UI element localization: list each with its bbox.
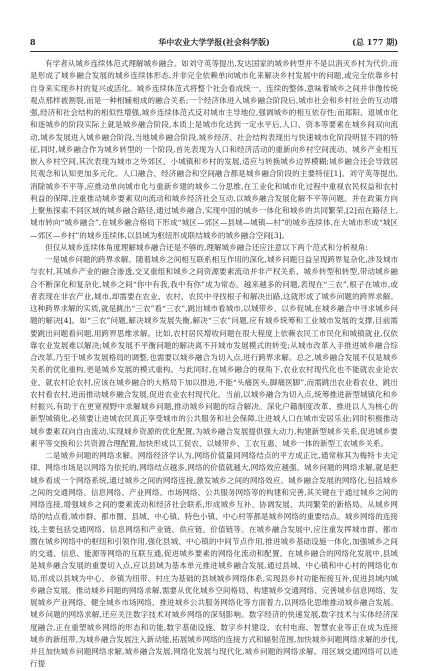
paragraph: 一是城乡问题的跨界求解。随着城乡之间相互联系相互作用的深化,城乡问题日益呈现跨界复杂化,涉及城市与农村,其城乡产业的融合渗透,交叉重组和城乡之间资源要素流动并非产权关系、城乡转型和转型,带动城乡融合不断深化和复杂化,城乡之间“你中有我,我中有你”成为常态。越来越多的问题,表现在“三农”,根子在城市,或者表现在非农产业,城市,却需要在农业、农村、农民中寻找根子和解决出路,这就形成了城乡问题的跨界求解。这种跨界求解的实质,就是跳出“三农”看“三农”,跳出城市看城市,以城带乡、以乡促城,在城乡融合中寻求城乡问题的解决[4]。如“三农”问题,解决城乡发展失衡,解决“三农”问题,应有城乡统筹和工业城市发展的支撑,目前需要跳出问题看问题,用跨界思维求解。比如,农村居民增收问题在很大程度上依赖农民工市民化和城镇就业,仅依靠农业发展难以解决;城乡发展不平衡问题的解决离不开城市发展模式的转变;从城市改革入手推进城乡融合综合改革,乃至于城乡发展格局的调整,也需要以城乡融合为切入点,进行跨界求解。总之,城乡融合发展不仅是城乡关系的优化重构,更是城乡发展的模式重构。与此同时,在城乡融合的视角下,农业农村现代化也不能就农业论农业、就农村论农村,应该在城乡融合的大格局下加以推进,不能“头痛医头,脚痛医脚”,而需跳出农业看农业、跳出农村看农村,进而推动城乡融合发展,促进农业农村现代化。当前,以城乡融合为切入点,统筹推进新型城镇化和乡村振兴,有助于在更宽视野中求解城乡问题,推动城乡问题的综合解决。深化户籍制度改革、推进以人为核心的新型城镇化,必须要让进城农民真正享受城市的公共服务和社会保障,让进城人口在城市安居乐业;同时积极推动城乡要素双向自由流动,实现城乡资源的优化配置,为城乡融合发展提供强大动力,构建新型城乡关系,促进城乡要素平等交换和公共资源合理配置,加快形成以工促农、以城带乡、工农互惠、城乡一体的新型工农城乡关系。 xyxy=(30,255,399,448)
article-body xyxy=(30,58,399,669)
journal-title: 华中农业大学学报(社会科学版) xyxy=(158,37,270,47)
issue-number: (总 177 期) xyxy=(352,37,398,47)
paragraph: 有学者从城乡连续体范式理解城乡融合。如刘守英等提出,发达国家的城乡转型并不是以消灭乡村为代价,而是形成了城乡融合发展的城乡连续体形态,并非完全依赖单向城市化来解决乡村发展中的问题,或完全依靠乡村自身来实现乡村的复兴或活化。城乡连续体范式将整个社会看成统一、连续的整体,意味着城乡之间并非像传统观点那样被割裂,而是一种相辅相成的融合关系;一个经济体进入城乡融合阶段后,城市社会和乡村社会的互动增强,经济和社会结构的相似性增强,城乡连续体范式反对城市主导地位,强调城乡的相互依存性;而郑阳、退城市化和逐城乡的阶段实际上就是城乡融合阶段,本质上是城市化达到一定水平后,人口、资本等要素在城乡间双向流动,城乡发展进入城乡融合阶段,当地城乡融合阶段,城乡经济、社会结构表现出与快速城市化阶段明显不同的特征,同时,城乡融合作为城乡转型的一个阶段,首先表现为人口和经济活动的重新向乡村空间流动、城乡产业相互嵌入乡村空间,其次表现为城市之外郊区、小城镇和乡村的发展,适应与转换城乡边界模糊;城乡融合还会导致居民观念和认知更加多元化。人口融合、经济融合和空间融合都是城乡融合阶段的主要特征[1]。刘守英等提出,消除城乡不平等,应推动单向城市化与重新乡建的城乡二分思维,在工业化和城市化过程中重视农民权益和农村利益的保障,注重推动城乡要素双向流动和城乡经济社会互动,以城乡融合发展化解不平等问题。并在政策方向上聚焦探索不同区域的城乡融合路径,通过城乡融合,实现中国的城乡一体化和城乡的共同繁荣,[2]而在路径上,城市转向“城乡融合”,在城乡融合格局下形成“城区—郊区—县城—城镇—村”的城乡连续体,在大城市形成“城区—郊区—乡村”的城乡连续体,以县域为枢纽形成联结城乡的城乡融合空间[3]。 xyxy=(30,59,399,240)
paragraph: 但仅从城乡连续体角度理解城乡融合还是不够的,理解城乡融合还应注意以下两个范式和分析视角: xyxy=(45,242,368,252)
page-header xyxy=(30,36,398,50)
header-rule xyxy=(30,51,398,52)
page-number: 8 xyxy=(30,37,36,47)
paragraph: 二是城乡问题的网络求解。网络经济学认为,网络价值量同网络结点的平方成正比,通常称其为梅特卡夫定律。网络市场是以网络为依托的,网络结点越多,网络的价值就越大,网络效应越强。城乡问题的网络求解,就是把城乡看成一个网络系统,通过城乡之间的网络连接,激发城乡之间的网络效应。城乡融合发展的网络化,包括城乡之间的交通网络、信息网络、产业网络、市场网络、公共服务网络等的构建和完善,其关键在于通过城乡之间的网络连接,增强城乡之间的要素流动和经济社会联系,形成城乡互补、协调发展、共同繁荣的新格局。从城乡网络的结点看,城市群、都市圈、县城、中心镇、特色小镇、中心村等都是城乡网络的重要结点。城乡网络的连接线,主要包括交通网络、信息网络和产业链、供应链、价值链等。在城乡融合发展中,应注重发挥城市群、都市圈在城乡网络中的枢纽和引领作用,强化县城、中心镇的中间节点作用,推进城乡基础设施一体化,加强城乡之间的交通、信息、能源等网络的互联互通,促进城乡要素的网络化流动和配置。在城乡融合的网络化发展中,县域是城乡融合发展的重要切入点,应以县域为基本单元推进城乡融合发展,通过县城、中心镇和中心村的网络化布局,形成以县城为中心、乡镇为纽带、村庄为基础的县域城乡网络体系,实现县乡村功能衔接互补,促进县域内城乡融合发展。推动城乡问题的网络求解,需要从优化城乡空间格局、构建城乡交通网络、完善城乡信息网络、发展城乡产业网络、健全城乡市场网络、推进城乡公共服务网络化等方面着力,以网络化思维推动城乡融合发展。城乡问题的网络求解,还应关注数字技术对城乡网络的深刻影响。数字经济的快速发展,数字技术与实体经济深度融合,正在重塑城乡网络的形态和功能,数字基础设施、数字乡村建设、农村电商、智慧农业等正在成为连接城乡的新纽带,为城乡融合发展注入新动能,拓展城乡网络的连接方式和辐射范围,加快城乡问题网络求解的步伐,并且加快城乡问题网络求解,城乡融合发展,网络化发展与现代化,城乡问题的网络求解。用区域交通网络可以进行提 xyxy=(30,451,398,669)
